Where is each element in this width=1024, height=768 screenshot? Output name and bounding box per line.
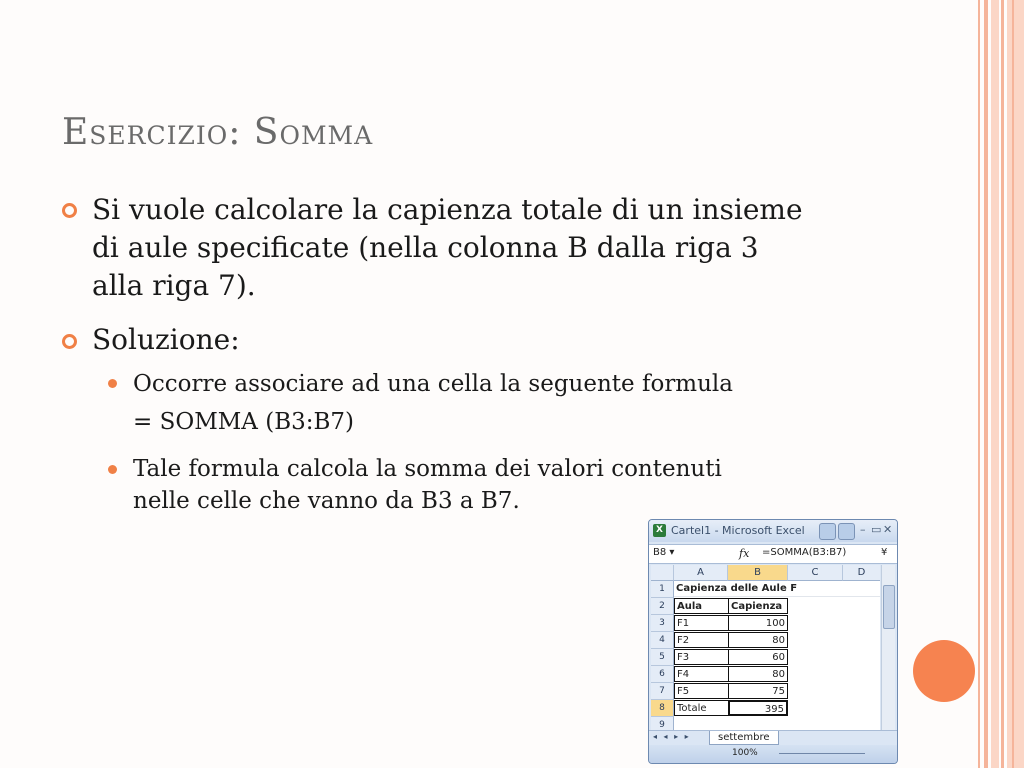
column-header[interactable]: D <box>843 565 880 581</box>
formula-text: = SOMMA (B3:B7) <box>133 409 354 435</box>
column-header[interactable]: C <box>788 565 843 581</box>
cell-aula[interactable]: F4 <box>674 666 729 682</box>
expand-formula-icon[interactable]: ¥ <box>881 547 888 558</box>
name-box[interactable]: B8 ▾ <box>653 547 675 558</box>
maximize-button[interactable]: ▭ <box>871 523 882 536</box>
excel-window <box>648 519 898 764</box>
sheet-tabs-bar <box>649 730 897 745</box>
formula-input[interactable]: =SOMMA(B3:B7) <box>762 547 847 558</box>
bullet-ring-icon <box>62 334 77 349</box>
row-header[interactable]: 2 <box>651 598 674 615</box>
decor-stripe <box>991 0 999 768</box>
quick-access-icon[interactable] <box>819 523 836 540</box>
slide-title: Esercizio: Somma <box>62 112 374 153</box>
row-header[interactable]: 4 <box>651 632 674 649</box>
row-header[interactable]: 3 <box>651 615 674 632</box>
status-bar <box>649 745 897 763</box>
decor-stripe <box>1012 0 1014 768</box>
sheet-tab[interactable]: settembre <box>709 731 779 745</box>
excel-title: Cartel1 - Microsoft Excel <box>671 524 805 537</box>
cell-aula[interactable]: F5 <box>674 683 729 699</box>
cell-total-value[interactable]: 395 <box>728 700 788 716</box>
bullet-dot-icon <box>108 465 117 474</box>
bullet-line: di aule specificate (nella colonna B dalla riga 3 <box>92 231 759 264</box>
cell-aula[interactable]: F2 <box>674 632 729 648</box>
zoom-level: 100% <box>732 748 758 758</box>
row-header[interactable]: 9 <box>651 717 674 730</box>
cell-capienza[interactable]: 100 <box>728 615 788 631</box>
spreadsheet-grid <box>651 565 880 730</box>
cell-a1[interactable]: Capienza delle Aule F <box>674 581 880 597</box>
zoom-slider[interactable] <box>779 753 865 754</box>
row-header[interactable]: 8 <box>651 700 674 717</box>
bullet-dot-icon <box>108 379 117 388</box>
select-all-corner[interactable] <box>651 565 674 581</box>
decor-stripe <box>978 0 980 768</box>
row-header[interactable]: 1 <box>651 581 674 598</box>
sub-bullet-line: nelle celle che vanno da B3 a B7. <box>133 488 520 514</box>
decor-stripe <box>1007 0 1024 768</box>
bullet-text <box>92 191 892 305</box>
column-header[interactable]: A <box>674 565 728 581</box>
bullet-ring-icon <box>62 203 77 218</box>
solution-label: Soluzione: <box>92 323 240 356</box>
decor-stripe <box>1001 0 1004 768</box>
decor-circle <box>913 640 975 702</box>
cell-aula[interactable]: F1 <box>674 615 729 631</box>
cell-capienza[interactable]: 80 <box>728 632 788 648</box>
sub-bullet <box>133 368 853 438</box>
decor-stripe <box>984 0 988 768</box>
row-header[interactable]: 7 <box>651 683 674 700</box>
column-header[interactable]: B <box>728 565 788 581</box>
vertical-scrollbar[interactable] <box>881 565 895 730</box>
cell-capienza[interactable]: 80 <box>728 666 788 682</box>
bullet-line: Si vuole calcolare la capienza totale di un insieme <box>92 193 803 226</box>
sub-bullet-line: Tale formula calcola la somma dei valori contenuti <box>133 456 722 482</box>
row-header[interactable]: 5 <box>651 649 674 666</box>
sheet-nav-icon[interactable]: ◂ ◂ ▸ ▸ <box>653 732 691 741</box>
sub-bullet <box>133 453 853 517</box>
fx-icon[interactable]: fx <box>739 547 750 560</box>
cell-capienza[interactable]: 75 <box>728 683 788 699</box>
sub-bullet-line: Occorre associare ad una cella la seguente formula <box>133 371 733 397</box>
excel-titlebar <box>649 520 897 542</box>
scrollbar-thumb[interactable] <box>883 585 895 629</box>
formula-bar <box>649 544 897 564</box>
cell-total-label[interactable]: Totale <box>674 700 729 716</box>
cell-aula[interactable]: F3 <box>674 649 729 665</box>
bullet-line: alla riga 7). <box>92 269 256 302</box>
cell-capienza[interactable]: 60 <box>728 649 788 665</box>
cell-a2[interactable]: Aula <box>674 598 729 614</box>
quick-access-icon[interactable] <box>838 523 855 540</box>
excel-logo-icon: X <box>653 524 666 537</box>
close-button[interactable]: ✕ <box>883 523 893 536</box>
row-header[interactable]: 6 <box>651 666 674 683</box>
cell-b2[interactable]: Capienza <box>728 598 788 614</box>
minimize-button[interactable]: – <box>860 523 866 536</box>
